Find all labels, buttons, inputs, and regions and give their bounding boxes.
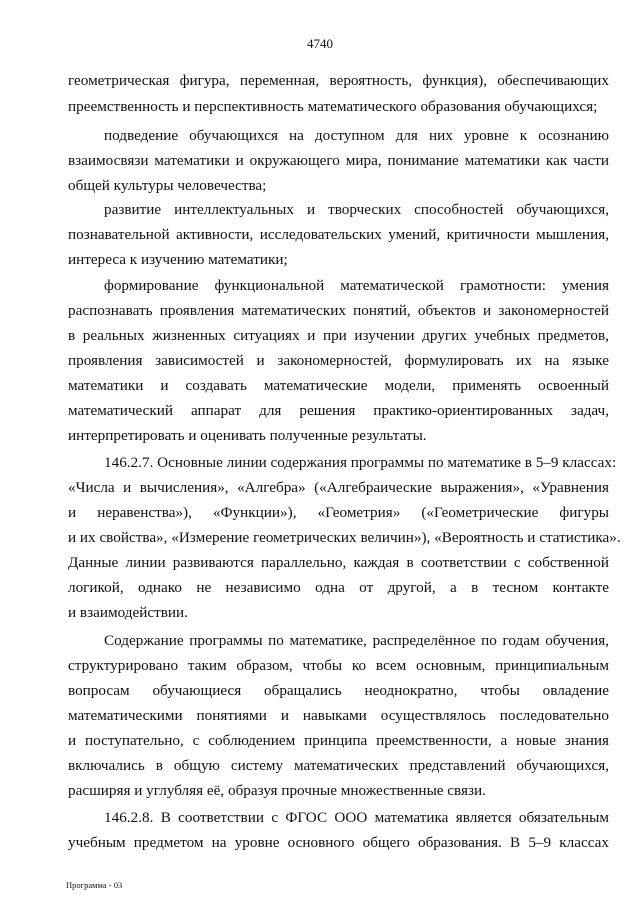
text-line: математический аппарат для решения практико-ориентированных задач,: [68, 402, 609, 419]
text-line: взаимосвязи математики и окружающего мира, понимание математики как части: [68, 152, 609, 169]
text-line: развитие интеллектуальных и творческих способностей обучающихся,: [104, 201, 609, 218]
text-line: формирование функциональной математической грамотности: умения: [104, 277, 609, 294]
text-line: математики и создавать математические модели, применять освоенный: [68, 377, 609, 394]
text-line: расширяя и углубляя её, образуя прочные множественные связи.: [68, 782, 486, 799]
text-line: и неравенства»), «Функции»), «Геометрия» («Геометрические фигуры: [68, 504, 609, 521]
text-line: подведение обучающихся на доступном для них уровне к осознанию: [104, 127, 609, 144]
text-line: Данные линии развиваются параллельно, каждая в соответствии с собственной: [68, 554, 609, 571]
text-line: 146.2.7. Основные линии содержания программы по математике в 5–9 классах:: [104, 454, 617, 471]
text-line: учебным предметом на уровне основного общего образования. В 5–9 классах: [68, 834, 609, 851]
text-line: логикой, однако не независимо одна от другой, а в тесном контакте: [68, 579, 609, 596]
text-line: геометрическая фигура, переменная, вероятность, функция), обеспечивающих: [68, 72, 609, 89]
page-footer: Программа - 03: [66, 880, 123, 890]
page-number: 4740: [307, 36, 333, 51]
text-line: распознавать проявления математических понятий, объектов и закономерностей: [68, 302, 609, 319]
text-line: преемственность и перспективность математического образования обучающихся;: [68, 98, 598, 115]
text-line: «Числа и вычисления», «Алгебра» («Алгебраические выражения», «Уравнения: [68, 479, 609, 496]
text-line: Содержание программы по математике, распределённое по годам обучения,: [104, 632, 609, 649]
text-line: проявления зависимостей и закономерностей, формулировать их на языке: [68, 352, 609, 369]
text-line: вопросам обучающиеся обращались неоднократно, чтобы овладение: [68, 682, 609, 699]
text-line: и поступательно, с соблюдением принципа преемственности, а новые знания: [68, 732, 609, 749]
text-line: интерпретировать и оценивать полученные результаты.: [68, 427, 427, 444]
text-line: интереса к изучению математики;: [68, 251, 288, 268]
text-line: и взаимодействии.: [68, 604, 188, 621]
text-line: 146.2.8. В соответствии с ФГОС ООО математика является обязательным: [104, 809, 609, 826]
text-line: общей культуры человечества;: [68, 177, 267, 194]
text-line: структурировано таким образом, чтобы ко всем основным, принципиальным: [68, 657, 609, 674]
text-line: и их свойства», «Измерение геометрических величин»), «Вероятность и статистика».: [68, 529, 621, 546]
text-line: познавательной активности, исследовательских умений, критичности мышления,: [68, 226, 609, 243]
text-line: включались в общую систему математических представлений обучающихся,: [68, 757, 609, 774]
text-line: в реальных жизненных ситуациях и при изучении других учебных предметов,: [68, 327, 609, 344]
text-line: математическими понятиями и навыками осуществлялось последовательно: [68, 707, 609, 724]
